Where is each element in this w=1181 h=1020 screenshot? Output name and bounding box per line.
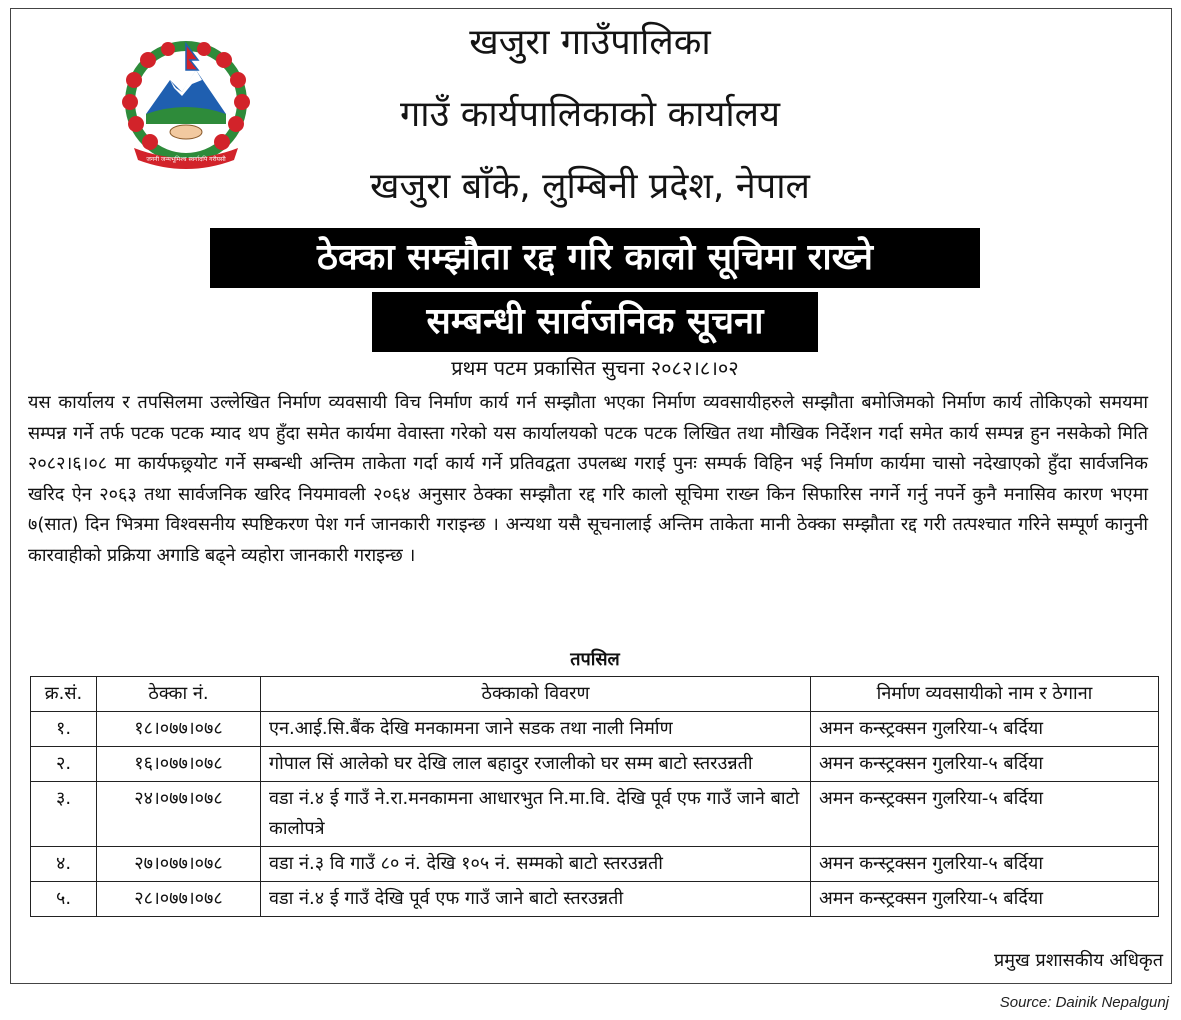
notice-title-line2: सम्बन्धी सार्वजनिक सूचना: [372, 292, 818, 352]
row-sn: ४.: [31, 847, 97, 882]
office-type: गाउँ कार्यपालिकाको कार्यालय: [400, 94, 780, 135]
row-contractor: अमन कन्स्ट्रक्सन गुलरिया-५ बर्दिया: [811, 747, 1159, 782]
row-sn: ३.: [31, 782, 97, 847]
emblem-motto: जननी जन्मभूमिश्च स्वर्गादपि गरीयसी: [146, 156, 226, 163]
annex-title: तपसिल: [570, 649, 620, 670]
table-header-row: [31, 677, 1159, 712]
annex-table: [30, 676, 1159, 917]
row-contract-no: २८।०७७।०७८: [97, 882, 261, 917]
source-credit: Source: Dainik Nepalgunj: [999, 994, 1169, 1011]
table-row: [31, 782, 1159, 847]
signatory-title: प्रमुख प्रशासकीय अधिकृत: [994, 950, 1163, 971]
table-row: [31, 847, 1159, 882]
row-description: गोपाल सिं आलेको घर देखि लाल बहादुर रजालीको घर सम्म बाटो स्तरउन्नती: [261, 747, 811, 782]
column-header-contractor: निर्माण व्यवसायीको नाम र ठेगाना: [811, 677, 1159, 712]
publish-info: प्रथम पटम प्रकासित सुचना २०८२।८।०२: [451, 356, 739, 380]
row-description: वडा नं.३ वि गाउँ ८० नं. देखि १०५ नं. सम्मको बाटो स्तरउन्नती: [261, 847, 811, 882]
row-contractor: अमन कन्स्ट्रक्सन गुलरिया-५ बर्दिया: [811, 847, 1159, 882]
row-contractor: अमन कन्स्ट्रक्सन गुलरिया-५ बर्दिया: [811, 882, 1159, 917]
column-header-sn: क्र.सं.: [31, 677, 97, 712]
table-row: [31, 747, 1159, 782]
row-contractor: अमन कन्स्ट्रक्सन गुलरिया-५ बर्दिया: [811, 782, 1159, 847]
row-description: वडा नं.४ ई गाउँ देखि पूर्व एफ गाउँ जाने बाटो स्तरउन्नती: [261, 882, 811, 917]
column-header-contract-no: ठेक्का नं.: [97, 677, 261, 712]
row-description: एन.आई.सि.बैंक देखि मनकामना जाने सडक तथा नाली निर्माण: [261, 712, 811, 747]
office-address: खजुरा बाँके, लुम्बिनी प्रदेश, नेपाल: [370, 166, 810, 207]
notice-body: यस कार्यालय र तपसिलमा उल्लेखित निर्माण व्यवसायी विच निर्माण कार्य गर्न सम्झौता भएका निर्माण व्यवसायीहरुले सम्झौता बमोजिमको निर्माण कार्य तोकिएको समयमा सम्पन्न गर्ने तर्फ पटक पटक म्याद थप हुँदा समेत कार्यमा वेवास्ता गरेको यस कार्यालयको पटक पटक लिखित तथा मौखिक निर्देशन गर्दा समेत कार्य सम्पन्न हुन नसकेको मिति २०८२।६।०८ मा कार्यफछ्र्योट गर्ने सम्बन्धी अन्तिम ताकेता गर्दा कार्य गर्ने प्रतिवद्वता उपलब्ध गराई पुनः सम्पर्क विहिन भई निर्माण कार्यमा चासो नदेखाएको हुँदा सार्वजनिक खरिद ऐन २०६३ तथा सार्वजनिक खरिद नियमावली २०६४ अनुसार ठेक्का सम्झौता रद्द गरि कालो सूचिमा राख्न किन सिफारिस नगर्ने गर्नु नपर्ने कुनै मनासिव कारण भएमा ७(सात) दिन भित्रमा विश्वसनीय स्पष्टिकरण पेश गर्न जानकारी गराइन्छ । अन्यथा यसै सूचनालाई अन्तिम ताकेता मानी ठेक्का सम्झौता रद्द गरी तत्पश्चात गरिने सम्पूर्ण कानुनी कारवाहीको प्रक्रिया अगाडि बढ्ने व्यहोरा जानकारी गराइन्छ ।: [28, 392, 1148, 566]
row-contractor: अमन कन्स्ट्रक्सन गुलरिया-५ बर्दिया: [811, 712, 1159, 747]
notice-title-line1: ठेक्का सम्झौता रद्द गरि कालो सूचिमा राख्ने: [210, 228, 980, 288]
row-contract-no: १८।०७७।०७८: [97, 712, 261, 747]
row-contract-no: २७।०७७।०७८: [97, 847, 261, 882]
office-name: खजुरा गाउँपालिका: [469, 22, 711, 63]
row-contract-no: १६।०७७।०७८: [97, 747, 261, 782]
row-sn: २.: [31, 747, 97, 782]
row-sn: १.: [31, 712, 97, 747]
table-row: [31, 712, 1159, 747]
row-sn: ५.: [31, 882, 97, 917]
table-row: [31, 882, 1159, 917]
row-contract-no: २४।०७७।०७८: [97, 782, 261, 847]
column-header-description: ठेक्काको विवरण: [261, 677, 811, 712]
row-description: वडा नं.४ ई गाउँ ने.रा.मनकामना आधारभुत नि.मा.वि. देखि पूर्व एफ गाउँ जाने बाटो कालोपत्रे: [261, 782, 811, 847]
